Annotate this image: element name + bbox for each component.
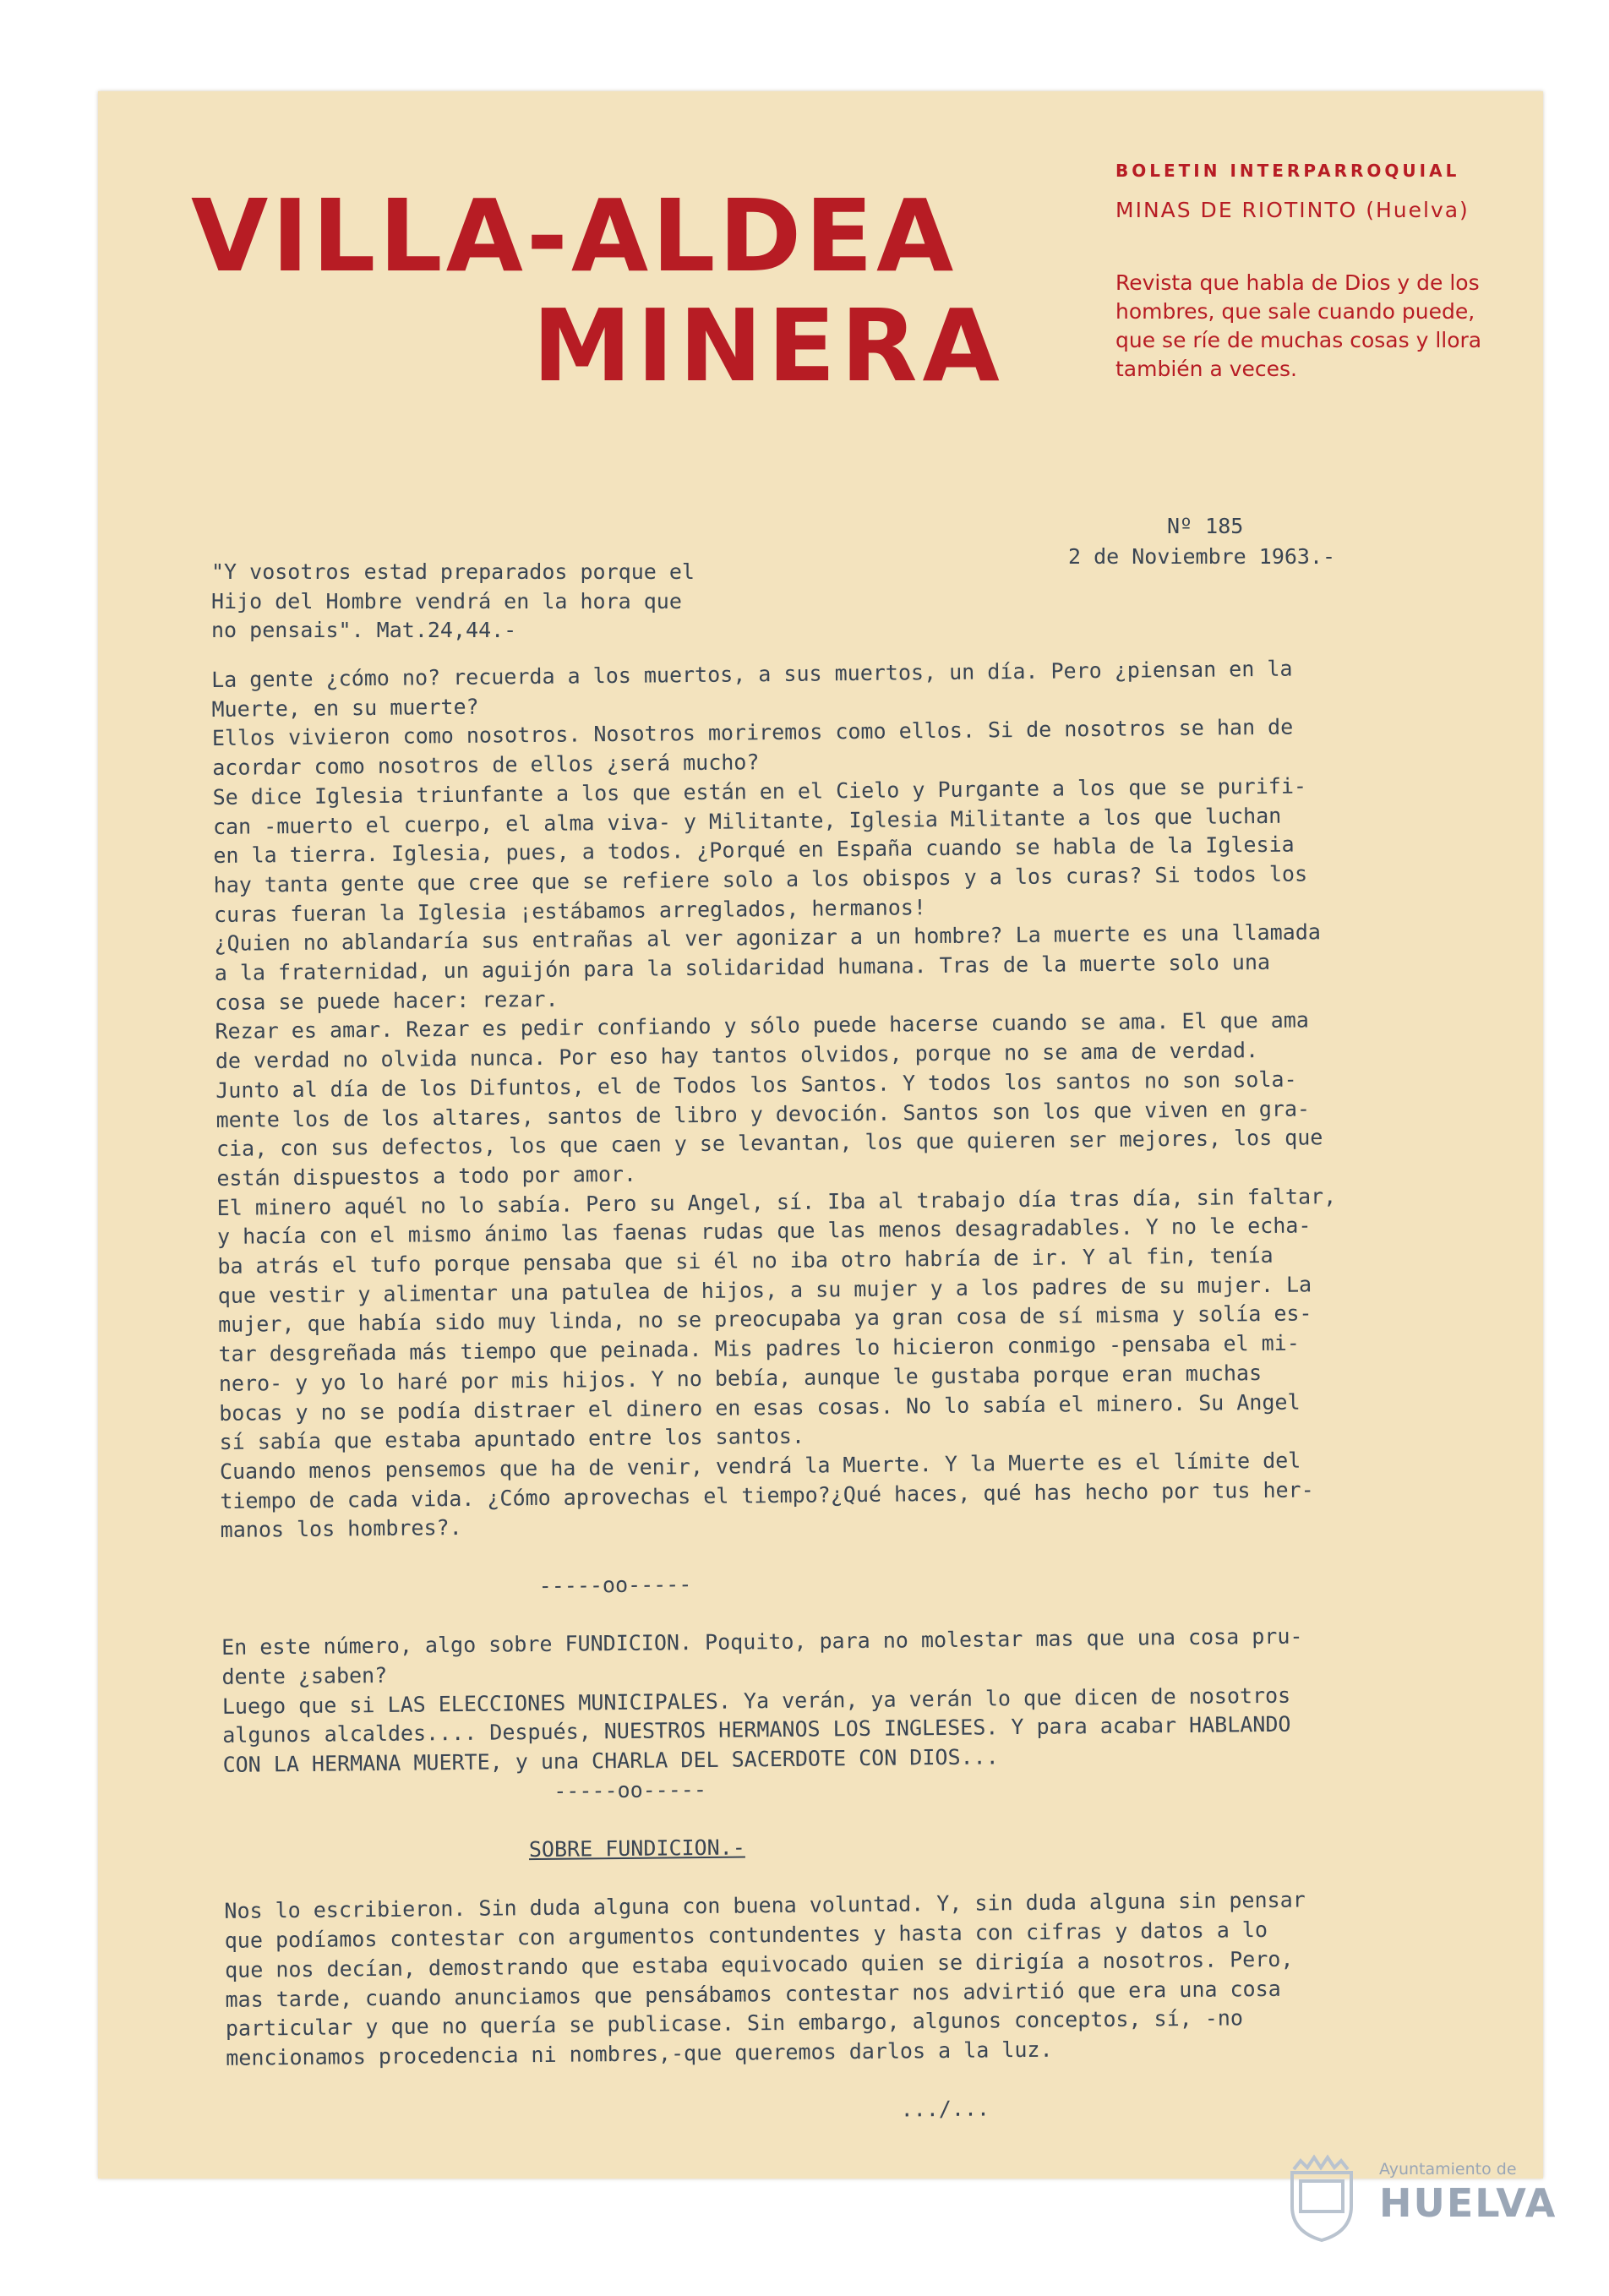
body-line: mencionamos procedencia ni nombres,-que queremos darlos a la luz. <box>226 2037 1053 2070</box>
body-line: en la tierra. Iglesia, pues, a todos. ¿Porqué en España cuando se habla de la Iglesia <box>213 832 1295 869</box>
body-line: Junto al día de los Difuntos, el de Todos los Santos. Y todos los santos no son sola- <box>215 1066 1297 1103</box>
body-line: nero- y yo lo haré por mis hijos. Y no bebía, aunque le gustaba porque eran muchas <box>218 1360 1263 1396</box>
body-line: La gente ¿cómo no? recuerda a los muertos, a sus muertos, un día. Pero ¿piensan en la <box>211 656 1293 692</box>
epigraph <box>211 558 695 646</box>
body-line: a la fraternidad, un aguijón para la solidaridad humana. Tras de la muerte solo una <box>214 949 1271 986</box>
body-line: algunos alcaldes.... Después, NUESTROS HERMANOS LOS INGLESES. Y para acabar HABLANDO <box>222 1711 1291 1748</box>
body-line: manos los hombres?. <box>220 1515 462 1543</box>
bulletin-location: MINAS DE RIOTINTO (Huelva) <box>1115 198 1470 222</box>
body-line: can -muerto el cuerpo, el alma viva- y Militante, Iglesia Militante a los que luchan <box>212 803 1282 839</box>
issue-date: 2 de Noviembre 1963.- <box>1068 544 1336 569</box>
body-line: El minero aquél no lo sabía. Pero su Angel, sí. Iba al trabajo día tras día, sin faltar, <box>216 1183 1337 1220</box>
body-line: curas fueran la Iglesia ¡estábamos arreglados, hermanos! <box>213 894 927 927</box>
body-line: y hacía con el mismo ánimo las faenas rudas que las menos desagradables. Y no le echa- <box>216 1213 1312 1250</box>
body-line: mente los de los altares, santos de libro y devoción. Santos son los que viven en gra- <box>215 1095 1311 1132</box>
body-line: Cuando menos pensemos que ha de venir, vendrá la Muerte. Y la Muerte es el límite del <box>219 1448 1301 1484</box>
body-line: .../... <box>226 2096 990 2130</box>
document-page <box>98 91 1557 2226</box>
issue-number: Nº 185 <box>1167 514 1244 538</box>
body-line: dente ¿saben? <box>221 1662 388 1689</box>
body-line: -----oo----- <box>221 1571 692 1601</box>
body-line: están dispuestos a todo por amor. <box>216 1161 637 1191</box>
bulletin-label: BOLETIN INTERPARROQUIAL <box>1115 161 1460 181</box>
body-line: Muerte, en su muerte? <box>211 694 479 722</box>
title-line-1: VILLA-ALDEA <box>191 177 957 294</box>
epigraph-line: Hijo del Hombre vendrá en la hora que <box>211 588 682 614</box>
masthead-title <box>191 177 1121 404</box>
body-line: Luego que si LAS ELECCIONES MUNICIPALES. Ya verán, ya verán lo que dicen de nosotros <box>221 1682 1291 1719</box>
body-line: En este número, algo sobre FUNDICION. Poquito, para no molestar mas que una cosa pru- <box>221 1623 1303 1661</box>
body-line: mas tarde, cuando anunciamos que pensábamos contestar nos advirtió que era una cosa <box>225 1976 1281 2012</box>
epigraph-line: "Y vosotros estad preparados porque el <box>211 559 695 584</box>
title-line-2: MINERA <box>532 287 1005 404</box>
body-line: sí sabía que estaba apuntado entre los santos. <box>219 1423 805 1455</box>
body-line: bocas y no se podía distraer el dinero en esas cosas. No lo sabía el minero. Su Angel <box>219 1389 1301 1426</box>
body-line: acordar como nosotros de ellos ¿será mucho? <box>212 750 760 781</box>
body-line: Se dice Iglesia triunfante a los que están en el Cielo y Purgante a los que se purifi- <box>212 773 1307 810</box>
body-line: -----oo----- <box>222 1776 707 1807</box>
section-heading: SOBRE FUNDICION.- <box>528 1835 745 1862</box>
bulletin-header <box>1115 161 1521 222</box>
body-line: ¿Quien no ablandaría sus entrañas al ver agonizar a un hombre? La muerte es una llamada <box>214 919 1321 957</box>
body-line: Rezar es amar. Rezar es pedir confiando y sólo puede hacerse cuando se ama. El que ama <box>215 1007 1310 1044</box>
body-line: hay tanta gente que cree que se refiere solo a los obispos y a los curas? Si todos los <box>213 861 1308 897</box>
body-line: CON LA HERMANA MUERTE, y una CHARLA DEL SACERDOTE CON DIOS... <box>222 1744 999 1777</box>
epigraph-line: no pensais". Mat.24,44.- <box>211 618 517 643</box>
watermark-small: Ayuntamiento de <box>1379 2160 1517 2179</box>
body-line: particular y que no quería se publicase. Sin embargo, algunos conceptos, sí, -no <box>225 2005 1244 2042</box>
body-line: Ellos vivieron como nosotros. Nosotros moriremos como ellos. Si de nosotros se han de <box>211 715 1294 751</box>
body-line: tiempo de cada vida. ¿Cómo aprovechas el tiempo?¿Qué haces, qué has hecho por tus her- <box>220 1477 1314 1513</box>
body-line: cosa se puede hacer: rezar. <box>215 986 559 1015</box>
body-line: mujer, que había sido muy linda, no se preocupaba ya gran cosa de sí misma y solía es- <box>218 1301 1312 1338</box>
body-text <box>211 652 1511 2132</box>
watermark-large: HUELVA <box>1379 2180 1557 2226</box>
body-line: que podíamos contestar con argumentos contundentes y hasta con cifras y datos a lo <box>224 1917 1268 1954</box>
body-line: ba atrás el tufo porque pensaba que si él no iba otro habría de ir. Y al fin, tenía <box>217 1242 1274 1279</box>
watermark <box>1379 2160 1557 2226</box>
body-line: tar desgreñada más tiempo que peinada. Mis padres lo hicieron conmigo -pensaba el mi- <box>218 1330 1300 1367</box>
tagline: Revista que habla de Dios y de los hombres, que sale cuando puede, que se ríe de muchas cosas y llora también a veces. <box>1115 270 1482 381</box>
body-line: cia, con sus defectos, los que caen y se levantan, los que quieren ser mejores, los que <box>215 1125 1323 1162</box>
body-line: de verdad no olvida nunca. Por eso hay tantos olvidos, porque no se ama de verdad. <box>215 1038 1259 1074</box>
body-line: Nos lo escribieron. Sin duda alguna con buena voluntad. Y, sin duda alguna sin pensar <box>224 1887 1306 1924</box>
body-line: que vestir y alimentar una patulea de hijos, a su mujer y a los padres de su mujer. La <box>217 1272 1312 1308</box>
body-line: que nos decían, demostrando que estaba equivocado quien se dirigía a nosotros. Pero, <box>225 1946 1294 1982</box>
